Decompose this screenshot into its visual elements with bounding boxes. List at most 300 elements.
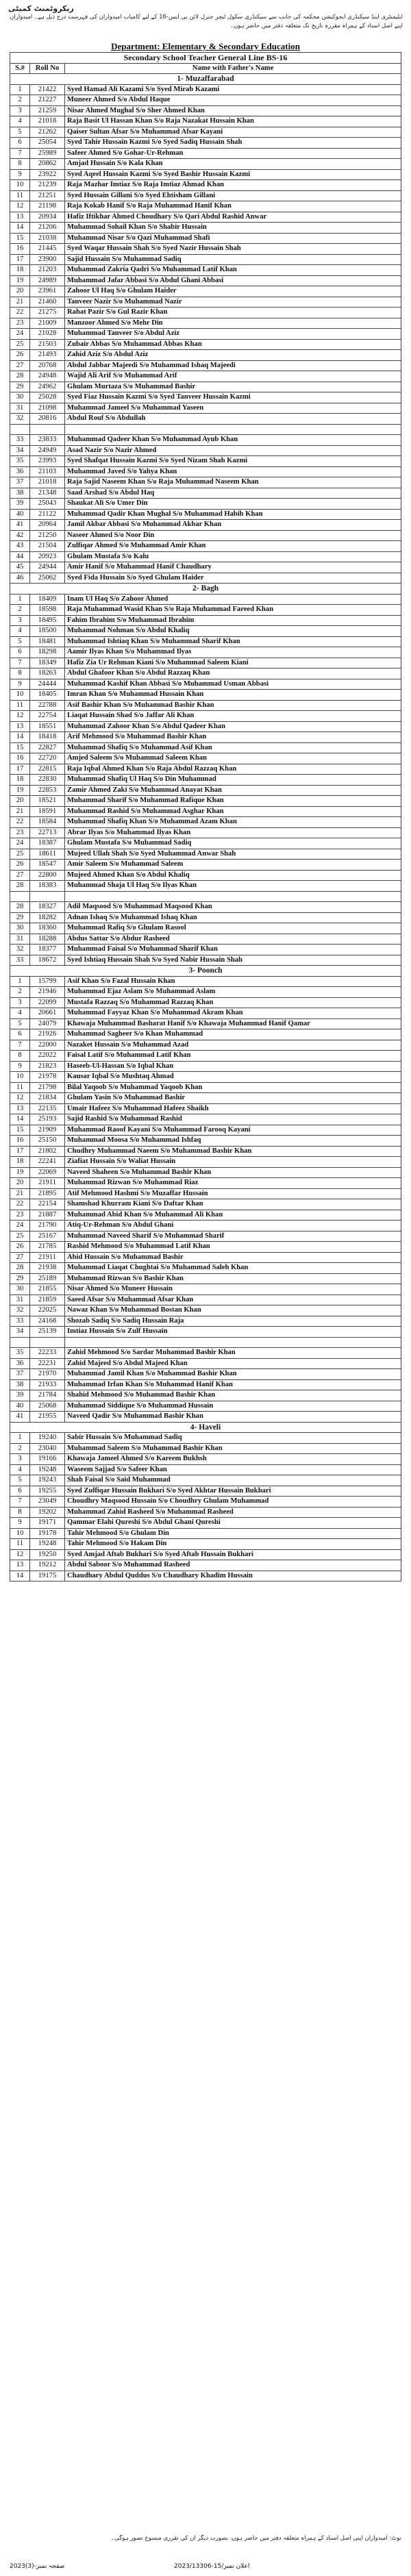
table-row bbox=[10, 275, 401, 286]
serial-cell: 12 bbox=[10, 711, 30, 722]
roll-cell: 22022 bbox=[30, 1051, 65, 1062]
table-row bbox=[10, 700, 401, 711]
roll-cell: 18500 bbox=[30, 626, 65, 637]
roll-cell: 21784 bbox=[30, 1390, 65, 1401]
name-cell: Aamir Ilyas Khan S/o Muhammad Ilyas bbox=[65, 647, 401, 658]
table-row bbox=[10, 1040, 401, 1051]
table-row bbox=[10, 923, 401, 934]
table-row bbox=[10, 594, 401, 605]
department-title: Department: Elementary & Secondary Education bbox=[111, 41, 300, 51]
footer-page: 2023(3)-صفحہ نمبر bbox=[10, 2563, 65, 2570]
serial-cell: 2 bbox=[10, 1443, 30, 1454]
column-header-row bbox=[10, 63, 401, 74]
table-row bbox=[10, 190, 401, 201]
roll-cell: 18360 bbox=[30, 923, 65, 934]
roll-cell: 19248 bbox=[30, 1539, 65, 1550]
table-row bbox=[10, 785, 401, 796]
roll-cell: 23049 bbox=[30, 1497, 65, 1508]
table-row bbox=[10, 84, 401, 95]
name-cell: Hafiz Iftikhar Ahmed Choudhary S/o Qari Abdul Rashid Anwar bbox=[65, 212, 401, 223]
roll-cell: 21038 bbox=[30, 233, 65, 244]
roll-cell: 22815 bbox=[30, 764, 65, 775]
name-cell: Amir Saleem S/o Muhammad Saleem bbox=[65, 860, 401, 871]
name-cell: Syed Hamad Ali Kazami S/o Syed Mirab Kazami bbox=[65, 84, 401, 95]
roll-cell: 18481 bbox=[30, 636, 65, 647]
serial-cell: 18 bbox=[10, 1157, 30, 1168]
name-cell: Muhammad Nisar S/o Qazi Muhammad Shafi bbox=[65, 233, 401, 244]
roll-cell: 18288 bbox=[30, 934, 65, 945]
serial-cell: 12 bbox=[10, 1549, 30, 1560]
name-cell: Syed Waqar Hussain Shah S/o Syed Nazir Hussain Shah bbox=[65, 244, 401, 255]
serial-cell: 30 bbox=[10, 1284, 30, 1295]
roll-cell: 19178 bbox=[30, 1528, 65, 1539]
roll-cell: 25167 bbox=[30, 1231, 65, 1242]
name-cell: Zamir Ahmed Zaki S/o Muhammad Anayat Khan bbox=[65, 785, 401, 796]
roll-cell: 18263 bbox=[30, 668, 65, 679]
section-header-row bbox=[10, 1422, 401, 1433]
name-cell: Khawaja Muhammad Basharat Hanif S/o Khawaja Muhammad Hanif Qamar bbox=[65, 1018, 401, 1029]
serial-cell: 34 bbox=[10, 445, 30, 456]
roll-cell: 21790 bbox=[30, 1221, 65, 1231]
table-row bbox=[10, 976, 401, 987]
table-row bbox=[10, 488, 401, 499]
table-row bbox=[10, 711, 401, 722]
name-cell: Muhammad Shaja Ul Haq S/o Ilyas Khan bbox=[65, 881, 401, 892]
name-cell: Abrar Ilyas S/o Muhammad Ilyas Khan bbox=[65, 827, 401, 838]
name-cell: Syed Amjad Aftab Bukhari S/o Syed Aftab Hussain Bukhari bbox=[65, 1549, 401, 1560]
serial-cell: 13 bbox=[10, 1103, 30, 1114]
serial-cell: 18 bbox=[10, 265, 30, 276]
roll-cell: 23833 bbox=[30, 435, 65, 446]
table-row bbox=[10, 1295, 401, 1305]
serial-cell: 33 bbox=[10, 435, 30, 446]
serial-cell: 6 bbox=[10, 1029, 30, 1040]
table-row bbox=[10, 1252, 401, 1263]
table-row bbox=[10, 1242, 401, 1253]
serial-cell: 10 bbox=[10, 180, 30, 191]
serial-cell: 44 bbox=[10, 551, 30, 562]
serial-cell: 29 bbox=[10, 1273, 30, 1284]
roll-cell: 20923 bbox=[30, 551, 65, 562]
table-row bbox=[10, 169, 401, 180]
serial-cell: 39 bbox=[10, 499, 30, 510]
name-cell: Muhammad Irfan Khan S/o Muhammad Hanif Khan bbox=[65, 1379, 401, 1390]
roll-cell: 25189 bbox=[30, 1273, 65, 1284]
name-cell: Muhammad Javed S/o Yahya Khan bbox=[65, 466, 401, 477]
section-title: 2- Bagh bbox=[10, 584, 401, 595]
name-cell: Muhammad Shafiq Khan S/o Muhammad Azam Khan bbox=[65, 817, 401, 828]
serial-cell: 27 bbox=[10, 870, 30, 881]
roll-cell: 23040 bbox=[30, 1443, 65, 1454]
name-cell: Shahid Mehmood S/o Muhammad Bashir Khan bbox=[65, 1390, 401, 1401]
name-cell: Raja Iqbal Ahmed Khan S/o Raja Abdul Razzaq Khan bbox=[65, 764, 401, 775]
table-row bbox=[10, 159, 401, 170]
name-cell: Rashid Mehmood S/o Muhammad Latif Khan bbox=[65, 1242, 401, 1253]
name-cell: Muhammad Rashid S/o Muhammad Asghar Khan bbox=[65, 806, 401, 817]
roll-cell: 25062 bbox=[30, 573, 65, 584]
roll-cell: 20816 bbox=[30, 414, 65, 425]
serial-cell: 12 bbox=[10, 201, 30, 212]
serial-cell: 4 bbox=[10, 116, 30, 127]
section-header-row bbox=[10, 966, 401, 977]
table-row bbox=[10, 647, 401, 658]
serial-cell: 4 bbox=[10, 1464, 30, 1475]
name-cell: Abdus Sattar S/o Abdur Rasheed bbox=[65, 934, 401, 945]
roll-cell: 21275 bbox=[30, 308, 65, 318]
name-cell: Atiq-Ur-Rehman S/o Abdul Ghani bbox=[65, 1221, 401, 1231]
table-row bbox=[10, 382, 401, 392]
serial-cell: 20 bbox=[10, 796, 30, 807]
name-cell: Muhammad Saleem S/o Muhammad Bashir Khan bbox=[65, 1443, 401, 1454]
name-cell: Asad Nazir S/o Nazir Ahmed bbox=[65, 445, 401, 456]
name-cell: Abdul Jabbar Majeedi S/o Muhammad Ishaq Majeedi bbox=[65, 360, 401, 371]
roll-cell: 24168 bbox=[30, 1316, 65, 1327]
serial-cell: 7 bbox=[10, 1497, 30, 1508]
table-row bbox=[10, 881, 401, 892]
table-row bbox=[10, 1146, 401, 1157]
section-header-row bbox=[10, 584, 401, 595]
serial-cell: 22 bbox=[10, 308, 30, 318]
name-cell: Muhammad Jafar Abbasi S/o Abdul Ghani Abbasi bbox=[65, 275, 401, 286]
roll-cell: 21955 bbox=[30, 1412, 65, 1423]
roll-cell: 18521 bbox=[30, 796, 65, 807]
name-cell: Naveed Qadir S/o Muhammad Bashir Khan bbox=[65, 1412, 401, 1423]
serial-cell: 24 bbox=[10, 838, 30, 849]
roll-cell: 21198 bbox=[30, 201, 65, 212]
name-cell: Syed Shafqat Hussain Kazmi S/o Syed Nizam Shah Kazmi bbox=[65, 456, 401, 467]
roll-cell: 20661 bbox=[30, 1008, 65, 1019]
name-cell: Asif Khan S/o Fazal Hussain Khan bbox=[65, 976, 401, 987]
table-row bbox=[10, 605, 401, 616]
serial-cell: 17 bbox=[10, 254, 30, 265]
table-row bbox=[10, 1178, 401, 1189]
roll-cell: 18387 bbox=[30, 838, 65, 849]
serial-cell: 28 bbox=[10, 1263, 30, 1274]
name-cell: Wajid Ali Arif S/o Muhammad Arif bbox=[65, 371, 401, 382]
serial-cell: 20 bbox=[10, 1178, 30, 1189]
table-row bbox=[10, 138, 401, 149]
name-cell: Raja Basit Ul Hassan Khan S/o Raja Nazakat Hussain Khan bbox=[65, 116, 401, 127]
table-row bbox=[10, 1316, 401, 1327]
serial-cell: 11 bbox=[10, 700, 30, 711]
name-cell: Safeer Ahmed S/o Gohar-Ur-Rehman bbox=[65, 148, 401, 159]
serial-cell: 14 bbox=[10, 1571, 30, 1581]
serial-cell: 4 bbox=[10, 626, 30, 637]
name-cell: Zahid Mehmood S/o Sardar Muhammad Bashir Khan bbox=[65, 1348, 401, 1359]
roll-cell: 21859 bbox=[30, 1295, 65, 1305]
name-cell: Muhammad Rizwan S/o Bashir Khan bbox=[65, 1273, 401, 1284]
name-cell: Muhammad Zahid Rasheed S/o Muhammad Rasheed bbox=[65, 1507, 401, 1518]
roll-cell: 24944 bbox=[30, 562, 65, 573]
name-cell: Shamshad Khurram Kiani S/o Daftar Khan bbox=[65, 1199, 401, 1210]
serial-cell: 30 bbox=[10, 392, 30, 403]
table-row bbox=[10, 329, 401, 340]
serial-cell: 8 bbox=[10, 1507, 30, 1518]
name-cell: Zahoor Ul Haq S/o Ghulam Haider bbox=[65, 286, 401, 297]
table-row bbox=[10, 308, 401, 318]
serial-cell: 14 bbox=[10, 1114, 30, 1125]
roll-cell: 21009 bbox=[30, 318, 65, 329]
name-cell: Shah Faisal S/o Said Muhammad bbox=[65, 1475, 401, 1486]
table-row bbox=[10, 530, 401, 541]
roll-cell: 18598 bbox=[30, 605, 65, 616]
serial-cell: 37 bbox=[10, 1369, 30, 1380]
name-cell: Muhammad Sagheer S/o Khan Muhammad bbox=[65, 1029, 401, 1040]
roll-cell: 21503 bbox=[30, 339, 65, 350]
section-header-row bbox=[10, 74, 401, 85]
name-cell: Chaudhary Abdul Quddus S/o Chaudhary Khadim Hussain bbox=[65, 1571, 401, 1581]
section-title: 1- Muzaffarabad bbox=[10, 74, 401, 85]
roll-cell: 20934 bbox=[30, 212, 65, 223]
name-cell: Ziafiat Hussain S/o Waliat Hussain bbox=[65, 1157, 401, 1168]
serial-cell: 29 bbox=[10, 912, 30, 923]
roll-cell: 18672 bbox=[30, 955, 65, 966]
roll-cell: 15799 bbox=[30, 976, 65, 987]
serial-cell: 37 bbox=[10, 477, 30, 488]
serial-cell: 35 bbox=[10, 1348, 30, 1359]
roll-cell: 21911 bbox=[30, 1178, 65, 1189]
table-row bbox=[10, 1337, 401, 1348]
serial-cell: 43 bbox=[10, 541, 30, 552]
roll-cell: 18551 bbox=[30, 721, 65, 732]
roll-cell: 19248 bbox=[30, 1464, 65, 1475]
name-cell: Muhammad Qadeer Khan S/o Muhammad Ayub Khan bbox=[65, 435, 401, 446]
table-row bbox=[10, 265, 401, 276]
roll-cell: 24962 bbox=[30, 382, 65, 392]
name-cell: Abid Hussain S/o Muhammad Bashir bbox=[65, 1252, 401, 1263]
name-cell: Rahat Pazir S/o Gul Razir Khan bbox=[65, 308, 401, 318]
table-row bbox=[10, 1136, 401, 1147]
table-row bbox=[10, 392, 401, 403]
col-roll: Roll No bbox=[30, 63, 65, 74]
serial-cell: 17 bbox=[10, 764, 30, 775]
roll-cell: 23961 bbox=[30, 286, 65, 297]
table-row bbox=[10, 435, 401, 446]
roll-cell: 19255 bbox=[30, 1486, 65, 1497]
serial-cell: 30 bbox=[10, 923, 30, 934]
serial-cell: 38 bbox=[10, 488, 30, 499]
roll-cell: 18349 bbox=[30, 658, 65, 668]
table-row bbox=[10, 1029, 401, 1040]
name-cell: Ghulam Mustafa S/o Kalu bbox=[65, 551, 401, 562]
name-cell: Muhammad Sharif S/o Muhammad Rafique Khan bbox=[65, 796, 401, 807]
serial-cell: 28 bbox=[10, 371, 30, 382]
serial-cell: 35 bbox=[10, 456, 30, 467]
serial-cell: 1 bbox=[10, 1433, 30, 1444]
table-row bbox=[10, 350, 401, 361]
roll-cell: 22241 bbox=[30, 1157, 65, 1168]
name-cell: Arif Mehmood S/o Muhammad Bashir Khan bbox=[65, 732, 401, 743]
serial-cell: 11 bbox=[10, 1082, 30, 1093]
name-cell: Asif Bashir Khan S/o Muhammad Bashir Khan bbox=[65, 700, 401, 711]
table-row bbox=[10, 233, 401, 244]
serial-cell: 3 bbox=[10, 997, 30, 1008]
serial-cell: 28 bbox=[10, 881, 30, 892]
roll-cell: 21098 bbox=[30, 403, 65, 414]
roll-cell: 23993 bbox=[30, 456, 65, 467]
serial-cell: 23 bbox=[10, 1210, 30, 1221]
roll-cell: 21938 bbox=[30, 1263, 65, 1274]
serial-cell: 45 bbox=[10, 562, 30, 573]
table-row bbox=[10, 1518, 401, 1529]
serial-cell: 28 bbox=[10, 902, 30, 913]
roll-cell: 21018 bbox=[30, 477, 65, 488]
roll-cell: 24949 bbox=[30, 445, 65, 456]
roll-cell bbox=[30, 891, 65, 902]
table-row bbox=[10, 1093, 401, 1104]
serial-cell: 19 bbox=[10, 1167, 30, 1178]
name-cell: Muhammad Naveed Sharif S/o Muhammad Sharif bbox=[65, 1231, 401, 1242]
name-cell: Syed Aqeel Hussain Kazmi S/o Syed Bashir Hussain Kazmi bbox=[65, 169, 401, 180]
table-row bbox=[10, 955, 401, 966]
serial-cell: 36 bbox=[10, 1358, 30, 1369]
roll-cell bbox=[30, 1337, 65, 1348]
roll-cell: 21785 bbox=[30, 1242, 65, 1253]
table-row bbox=[10, 148, 401, 159]
serial-cell: 1 bbox=[10, 84, 30, 95]
serial-cell: 2 bbox=[10, 987, 30, 998]
roll-cell: 25054 bbox=[30, 138, 65, 149]
serial-cell: 12 bbox=[10, 1093, 30, 1104]
table-row bbox=[10, 1072, 401, 1083]
table-row bbox=[10, 95, 401, 106]
name-cell: Adnan Ishaq S/o Muhammad Ishaq Khan bbox=[65, 912, 401, 923]
table-row bbox=[10, 1210, 401, 1221]
serial-cell: 25 bbox=[10, 849, 30, 860]
table-row bbox=[10, 1539, 401, 1550]
table-row bbox=[10, 456, 401, 467]
name-cell: Zahid Majeed S/o Abdul Majeed Khan bbox=[65, 1358, 401, 1369]
name-cell bbox=[65, 891, 401, 902]
roll-cell: 18383 bbox=[30, 881, 65, 892]
name-cell: Muhammad Ejaz Aslam S/o Muhammad Aslam bbox=[65, 987, 401, 998]
roll-cell: 24948 bbox=[30, 371, 65, 382]
serial-cell: 7 bbox=[10, 1040, 30, 1051]
table-row bbox=[10, 445, 401, 456]
roll-cell: 22827 bbox=[30, 742, 65, 753]
table-row bbox=[10, 1486, 401, 1497]
table-row bbox=[10, 105, 401, 116]
roll-cell: 21855 bbox=[30, 1284, 65, 1295]
col-name: Name with Father's Name bbox=[65, 63, 401, 74]
serial-cell: 3 bbox=[10, 615, 30, 626]
serial-cell: 23 bbox=[10, 827, 30, 838]
table-row bbox=[10, 1167, 401, 1178]
name-cell: Choudhry Maqsood Hussain S/o Choudhry Ghulam Muhammad bbox=[65, 1497, 401, 1508]
name-cell: Muhammad Jamil Khan S/o Muhammad Bashir Khan bbox=[65, 1369, 401, 1380]
roll-cell: 19171 bbox=[30, 1518, 65, 1529]
name-cell: Muhammad Fayyaz Khan S/o Muhammad Akram Khan bbox=[65, 1008, 401, 1019]
table-row bbox=[10, 626, 401, 637]
roll-cell: 22233 bbox=[30, 1348, 65, 1359]
table-row bbox=[10, 849, 401, 860]
name-cell: Zulfiqar Ahmed S/o Muhammad Amir Khan bbox=[65, 541, 401, 552]
table-row bbox=[10, 827, 401, 838]
name-cell: Umair Hafeez S/o Muhammad Hafeez Shaikh bbox=[65, 1103, 401, 1114]
table-row bbox=[10, 860, 401, 871]
table-row bbox=[10, 615, 401, 626]
table-row bbox=[10, 1082, 401, 1093]
name-cell: Fahim Ibrahim S/o Muhammad Ibrahim bbox=[65, 615, 401, 626]
name-cell: Muhammad Zakria Qadri S/o Muhammad Latif Khan bbox=[65, 265, 401, 276]
serial-cell: 5 bbox=[10, 636, 30, 647]
name-cell: Muhammad Shafiq S/o Muhammad Asif Khan bbox=[65, 742, 401, 753]
table-row bbox=[10, 764, 401, 775]
name-cell: Amjad Hussain S/o Kala Khan bbox=[65, 159, 401, 170]
name-cell: Mujeed Ullah Shah S/o Syed Muhammad Anwar Shah bbox=[65, 849, 401, 860]
serial-cell: 9 bbox=[10, 1061, 30, 1072]
table-row bbox=[10, 212, 401, 223]
roll-cell: 22713 bbox=[30, 827, 65, 838]
name-cell: Nawaz Khan S/o Muhammad Bostan Khan bbox=[65, 1305, 401, 1316]
roll-cell: 18327 bbox=[30, 902, 65, 913]
serial-cell: 10 bbox=[10, 1072, 30, 1083]
table-row bbox=[10, 1412, 401, 1423]
table-row bbox=[10, 414, 401, 425]
serial-cell bbox=[10, 424, 30, 435]
name-cell: Tanveer Nazir S/o Muhammad Nazir bbox=[65, 297, 401, 308]
name-cell: Muhammad Moosa S/o Muhammad Ishfaq bbox=[65, 1136, 401, 1147]
serial-cell: 20 bbox=[10, 286, 30, 297]
urdu-heading: ریکروٹمنٹ کمیٹی bbox=[8, 4, 74, 13]
table-row bbox=[10, 945, 401, 955]
roll-cell: 24079 bbox=[30, 1018, 65, 1029]
serial-cell: 27 bbox=[10, 1252, 30, 1263]
roll-cell: 21018 bbox=[30, 116, 65, 127]
name-cell: Muhammad Rizwan S/o Muhammad Riaz bbox=[65, 1178, 401, 1189]
roll-cell: 21460 bbox=[30, 297, 65, 308]
table-row bbox=[10, 1305, 401, 1316]
table-row bbox=[10, 1157, 401, 1168]
serial-cell: 23 bbox=[10, 318, 30, 329]
name-cell: Muhammad Liaqat Chughtai S/o Muhammad Saleh Khan bbox=[65, 1263, 401, 1274]
table-row bbox=[10, 127, 401, 138]
name-cell: Syed Zulfiqar Hussain Bukhari S/o Syed Akhtar Hussain Bukhari bbox=[65, 1486, 401, 1497]
name-cell: Haseeb-Ul-Hassan S/o Iqbal Khan bbox=[65, 1061, 401, 1072]
name-cell: Imran Khan S/o Muhammad Hussain Khan bbox=[65, 690, 401, 701]
serial-cell: 19 bbox=[10, 785, 30, 796]
roll-cell: 21493 bbox=[30, 350, 65, 361]
roll-cell: 22788 bbox=[30, 700, 65, 711]
roll-cell: 20862 bbox=[30, 159, 65, 170]
name-cell: Syed Hussain Gillani S/o Syed Ehtisham Gillani bbox=[65, 190, 401, 201]
roll-cell: 18584 bbox=[30, 817, 65, 828]
roll-cell: 25193 bbox=[30, 1114, 65, 1125]
roll-cell: 25028 bbox=[30, 392, 65, 403]
name-cell: Zahid Aziz S/o Abdul Aziz bbox=[65, 350, 401, 361]
serial-cell: 9 bbox=[10, 1518, 30, 1529]
roll-cell: 18418 bbox=[30, 732, 65, 743]
table-row bbox=[10, 573, 401, 584]
table-row bbox=[10, 742, 401, 753]
roll-cell: 21203 bbox=[30, 265, 65, 276]
table-row bbox=[10, 806, 401, 817]
serial-cell: 31 bbox=[10, 1295, 30, 1305]
name-cell: Sajid Hussain S/o Muhammad Sadiq bbox=[65, 254, 401, 265]
serial-cell: 14 bbox=[10, 732, 30, 743]
name-cell: Mustafa Razzaq S/o Muhammad Razzaq Khan bbox=[65, 997, 401, 1008]
name-cell: Raja Sajid Naseem Khan S/o Raja Muhammad Naseem Khan bbox=[65, 477, 401, 488]
roll-cell: 24444 bbox=[30, 679, 65, 690]
serial-cell: 31 bbox=[10, 403, 30, 414]
roll-cell: 21933 bbox=[30, 1379, 65, 1390]
name-cell: Bilal Yaqoob S/o Muhammad Yaqoob Khan bbox=[65, 1082, 401, 1093]
table-row bbox=[10, 466, 401, 477]
table-row bbox=[10, 1358, 401, 1369]
name-cell: Muhammad Jameel S/o Muhammad Yaseen bbox=[65, 403, 401, 414]
table-row bbox=[10, 1454, 401, 1465]
name-cell: Sabir Hussain S/o Muhammad Sadiq bbox=[65, 1433, 401, 1444]
